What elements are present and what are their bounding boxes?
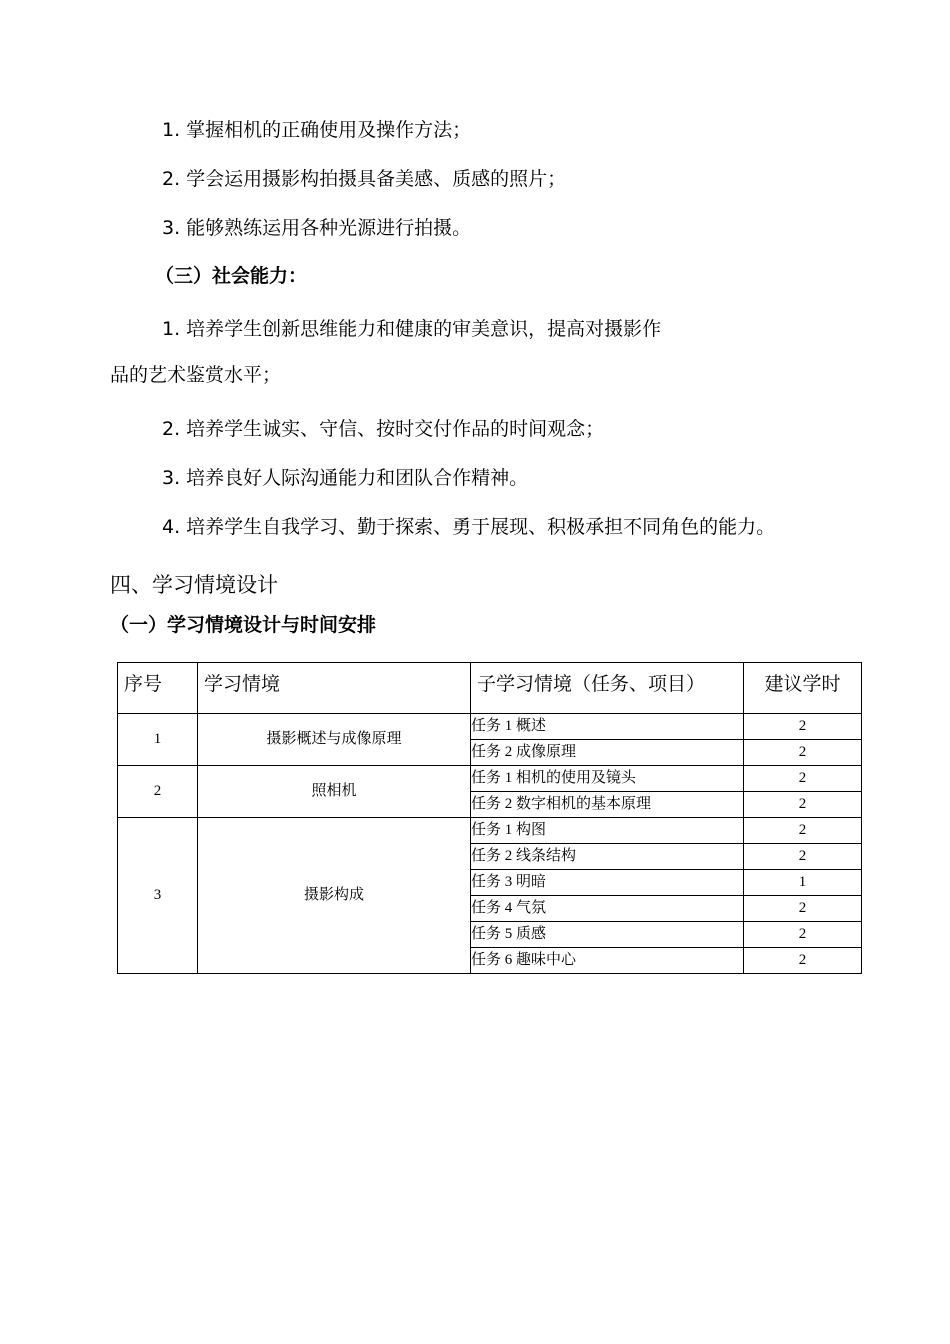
section-heading: 四、学习情境设计 — [110, 573, 278, 597]
task-name: 任务 6 趣味中心 — [471, 948, 744, 974]
social-ability-heading: （三）社会能力： — [155, 265, 308, 287]
table-row — [118, 766, 862, 792]
task-hours: 2 — [744, 740, 862, 766]
social-item-2: 2. 培养学生诚实、守信、按时交付作品的时间观念； — [162, 418, 605, 440]
task-hours: 2 — [744, 922, 862, 948]
task-hours: 2 — [744, 948, 862, 974]
header-hours: 建议学时 — [744, 663, 862, 714]
task-hours: 1 — [744, 870, 862, 896]
task-hours: 2 — [744, 896, 862, 922]
row-number: 3 — [118, 818, 198, 974]
situation-name: 照相机 — [198, 766, 471, 818]
table-header-row — [118, 663, 862, 714]
practical-item-3: 3. 能够熟练运用各种光源进行拍摄。 — [162, 217, 472, 239]
task-name: 任务 2 数字相机的基本原理 — [471, 792, 744, 818]
task-name: 任务 2 成像原理 — [471, 740, 744, 766]
situation-name: 摄影构成 — [198, 818, 471, 974]
task-hours: 2 — [744, 714, 862, 740]
row-number: 1 — [118, 714, 198, 766]
task-hours: 2 — [744, 844, 862, 870]
row-number: 2 — [118, 766, 198, 818]
task-name: 任务 4 气氛 — [471, 896, 744, 922]
task-hours: 2 — [744, 766, 862, 792]
social-item-4: 4. 培养学生自我学习、勤于探索、勇于展现、积极承担不同角色的能力。 — [162, 516, 776, 538]
header-situation: 学习情境 — [198, 663, 471, 714]
section-subheading: （一）学习情境设计与时间安排 — [110, 614, 377, 636]
task-name: 任务 1 构图 — [471, 818, 744, 844]
task-name: 任务 5 质感 — [471, 922, 744, 948]
practical-item-1: 1. 掌握相机的正确使用及操作方法； — [162, 119, 472, 141]
task-hours: 2 — [744, 818, 862, 844]
social-item-1-line-1: 1. 培养学生创新思维能力和健康的审美意识，提高对摄影作 — [162, 318, 662, 340]
table-row — [118, 818, 862, 844]
task-name: 任务 2 线条结构 — [471, 844, 744, 870]
social-item-1-line-2: 品的艺术鉴赏水平； — [110, 364, 282, 386]
task-name: 任务 1 概述 — [471, 714, 744, 740]
header-sub-situation: 子学习情境（任务、项目） — [471, 663, 744, 714]
header-no: 序号 — [118, 663, 198, 714]
social-item-3: 3. 培养良好人际沟通能力和团队合作精神。 — [162, 467, 529, 489]
table-row — [118, 714, 862, 740]
learning-situation-table — [117, 662, 862, 974]
task-name: 任务 3 明暗 — [471, 870, 744, 896]
task-name: 任务 1 相机的使用及镜头 — [471, 766, 744, 792]
situation-name: 摄影概述与成像原理 — [198, 714, 471, 766]
task-hours: 2 — [744, 792, 862, 818]
practical-item-2: 2. 学会运用摄影构拍摄具备美感、质感的照片； — [162, 168, 567, 190]
